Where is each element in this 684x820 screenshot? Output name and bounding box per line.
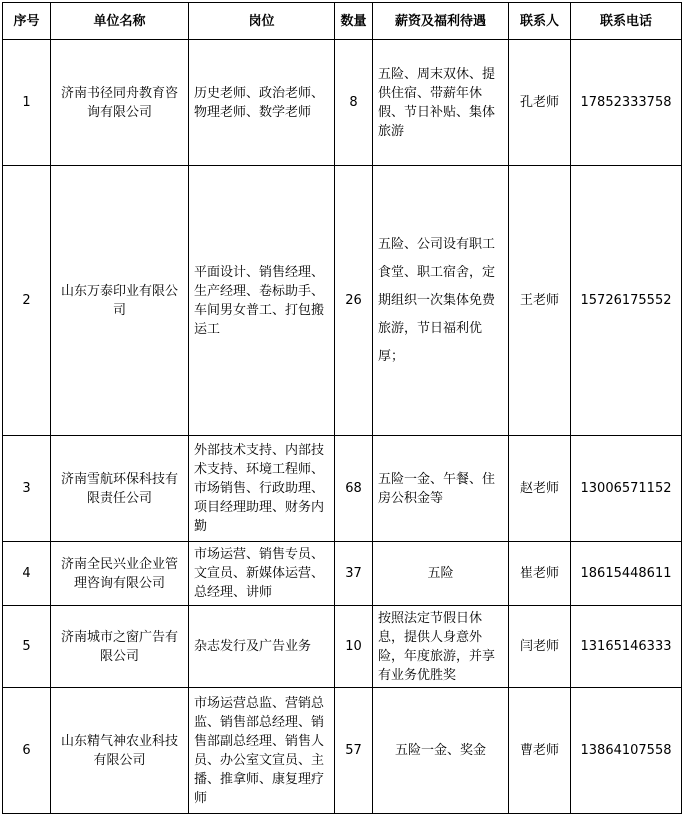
cell-contact: 孔老师 <box>509 40 571 166</box>
cell-benefits: 按照法定节假日休息，提供人身意外险，年度旅游，并享有业务优胜奖 <box>373 606 509 688</box>
table-row <box>3 688 682 814</box>
header-row <box>3 3 682 40</box>
cell-company: 山东精气神农业科技有限公司 <box>51 688 189 814</box>
table-row <box>3 40 682 166</box>
table-row <box>3 436 682 542</box>
table-row <box>3 606 682 688</box>
cell-positions: 杂志发行及广告业务 <box>189 606 335 688</box>
cell-count: 26 <box>335 166 373 436</box>
cell-phone: 15726175552 <box>571 166 682 436</box>
cell-positions: 历史老师、政治老师、物理老师、数学老师 <box>189 40 335 166</box>
cell-phone: 13006571152 <box>571 436 682 542</box>
cell-no: 5 <box>3 606 51 688</box>
cell-positions: 平面设计、销售经理、生产经理、卷标助手、车间男女普工、打包搬运工 <box>189 166 335 436</box>
cell-count: 68 <box>335 436 373 542</box>
header-count: 数量 <box>335 3 373 40</box>
cell-contact: 曹老师 <box>509 688 571 814</box>
cell-phone: 17852333758 <box>571 40 682 166</box>
cell-company: 济南雪航环保科技有限责任公司 <box>51 436 189 542</box>
header-company: 单位名称 <box>51 3 189 40</box>
cell-positions: 外部技术支持、内部技术支持、环境工程师、市场销售、行政助理、项目经理助理、财务内勤 <box>189 436 335 542</box>
cell-positions: 市场运营总监、营销总监、销售部总经理、销售部副总经理、销售人员、办公室文宣员、主播、推拿师、康复理疗师 <box>189 688 335 814</box>
header-benefits: 薪资及福利待遇 <box>373 3 509 40</box>
cell-no: 4 <box>3 542 51 606</box>
table-row <box>3 542 682 606</box>
header-contact: 联系人 <box>509 3 571 40</box>
cell-phone: 13864107558 <box>571 688 682 814</box>
cell-no: 2 <box>3 166 51 436</box>
cell-benefits: 五险、周末双休、提供住宿、带薪年休假、节日补贴、集体旅游 <box>373 40 509 166</box>
header-positions: 岗位 <box>189 3 335 40</box>
cell-benefits: 五险 <box>373 542 509 606</box>
cell-count: 37 <box>335 542 373 606</box>
cell-phone: 13165146333 <box>571 606 682 688</box>
cell-company: 济南城市之窗广告有限公司 <box>51 606 189 688</box>
cell-count: 8 <box>335 40 373 166</box>
cell-company: 山东万泰印业有限公司 <box>51 166 189 436</box>
cell-contact: 崔老师 <box>509 542 571 606</box>
recruitment-table <box>2 2 682 814</box>
cell-contact: 赵老师 <box>509 436 571 542</box>
cell-no: 6 <box>3 688 51 814</box>
cell-phone: 18615448611 <box>571 542 682 606</box>
cell-contact: 闫老师 <box>509 606 571 688</box>
header-no: 序号 <box>3 3 51 40</box>
cell-count: 10 <box>335 606 373 688</box>
cell-company: 济南全民兴业企业管理咨询有限公司 <box>51 542 189 606</box>
cell-no: 3 <box>3 436 51 542</box>
table-row <box>3 166 682 436</box>
cell-no: 1 <box>3 40 51 166</box>
header-phone: 联系电话 <box>571 3 682 40</box>
cell-benefits: 五险一金、奖金 <box>373 688 509 814</box>
cell-contact: 王老师 <box>509 166 571 436</box>
cell-positions: 市场运营、销售专员、文宣员、新媒体运营、总经理、讲师 <box>189 542 335 606</box>
cell-company: 济南书径同舟教育咨询有限公司 <box>51 40 189 166</box>
cell-benefits: 五险一金、午餐、住房公积金等 <box>373 436 509 542</box>
cell-count: 57 <box>335 688 373 814</box>
cell-benefits: 五险、公司设有职工食堂、职工宿舍，定期组织一次集体免费旅游，节日福利优厚； <box>373 166 509 436</box>
